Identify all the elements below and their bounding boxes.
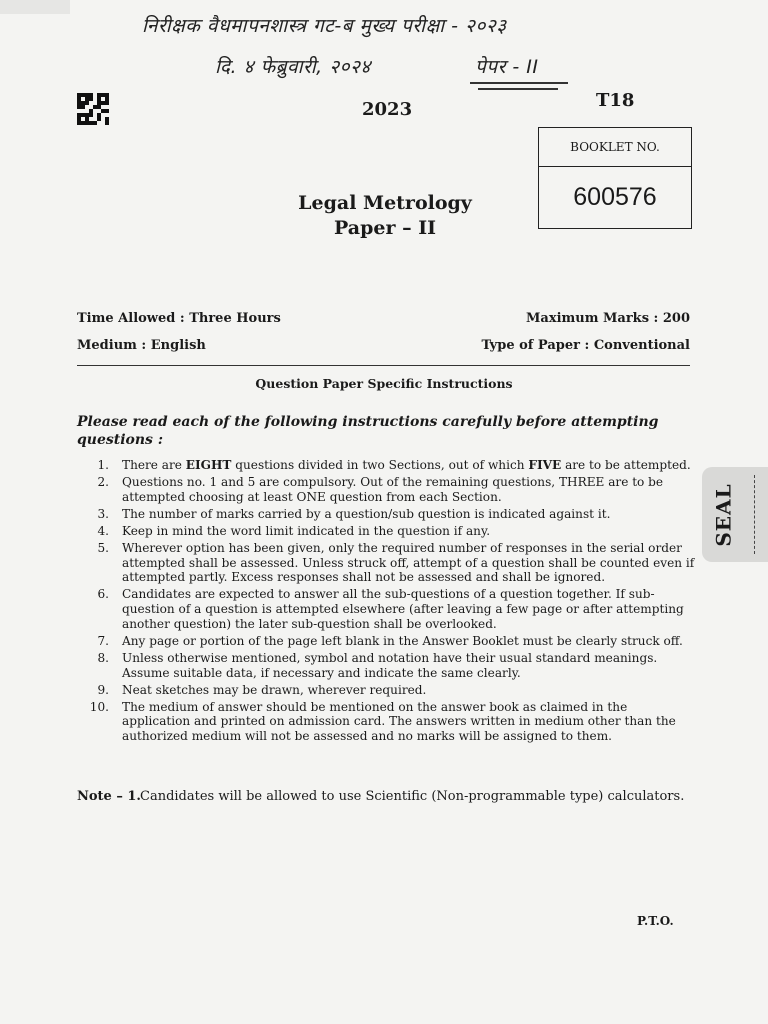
handwritten-underline-2 [478,88,558,90]
instruction-number: 8. [97,650,109,665]
instructions-list [85,458,697,746]
handwritten-exam-title: निरीक्षक वैधमापनशास्त्र गट-ब मुख्य परीक्षा - २०२३ [142,15,507,37]
booklet-number: 600576 [573,182,657,211]
type-of-paper: Type of Paper : Conventional [481,338,690,353]
exam-year: 2023 [362,99,413,120]
instruction-item [85,524,697,539]
booklet-number-box [538,127,692,229]
scan-corner-mark [0,0,70,14]
instruction-text: Questions no. 1 and 5 are compulsory. Out of the remaining questions, THREE are to be attempted choosing at least ONE question from each Section. [122,474,664,504]
instruction-number: 7. [97,633,109,648]
instruction-text: The number of marks carried by a question/sub question is indicated against it. [122,506,611,521]
seal-tab [702,467,768,562]
instruction-item [85,587,697,631]
instruction-text: Unless otherwise mentioned, symbol and notation have their usual standard meanings. Assume suitable data, if necessary and indicate the same clearly. [122,650,658,680]
instruction-text: Wherever option has been given, only the required number of responses in the serial order attempted shall be assessed. Unless struck off, attempt of a question shall be counted even if attempted partly. Excess responses shall not be assessed and shall be ignored. [122,540,695,585]
instruction-item [85,700,697,744]
instruction-text: Any page or portion of the page left blank in the Answer Booklet must be clearly struck off. [122,633,683,648]
instructions-heading: Question Paper Specific Instructions [255,376,513,391]
handwritten-exam-date: दि. ४ फेब्रुवारी, २०२४ [215,56,371,78]
instruction-text: Candidates are expected to answer all the sub-questions of a question together. If sub-question of a question is attempted elsewhere (after leaving a few page or after attempting another question) the later sub-question shall be overlooked. [122,587,684,631]
instruction-item [85,683,697,698]
instruction-number: 3. [97,506,109,521]
instruction-item [85,458,697,473]
please-read-note: Please read each of the following instructions carefully before attempting questions : [77,414,659,448]
instruction-number: 1. [97,458,109,472]
note-label: Note – 1. [77,789,141,804]
time-allowed: Time Allowed : Three Hours [77,311,281,326]
instruction-text: Keep in mind the word limit indicated in the question if any. [122,523,491,538]
instruction-number: 6. [97,587,109,602]
instruction-item [85,651,697,681]
divider [77,365,690,366]
handwritten-underline [470,82,568,84]
handwritten-paper-number: पेपर - II [475,56,539,78]
instruction-item [85,507,697,522]
instruction-text: Neat sketches may be drawn, wherever required. [122,682,427,697]
instruction-item [85,634,697,649]
paper-title: Paper – II [334,217,436,239]
instruction-text: There are EIGHT questions divided in two Sections, out of which FIVE are to be attempted. [122,458,691,472]
please-turn-over: P.T.O. [637,914,674,928]
qr-code-icon [77,93,109,125]
instruction-number: 9. [97,682,109,697]
note [77,789,697,805]
instruction-number: 4. [97,523,109,538]
booklet-label: BOOKLET NO. [539,128,691,167]
seal-dashed-line [754,475,755,554]
medium: Medium : English [77,338,206,353]
instruction-text: The medium of answer should be mentioned on the answer book as claimed in the application and printed on admission card. The answers written in medium other than the authorized medium will not be assessed and no marks will be assigned to them. [122,699,676,744]
instruction-item [85,541,697,585]
seal-label: SEAL [712,482,736,547]
paper-code: T18 [596,90,635,111]
subject-title: Legal Metrology [298,192,472,214]
maximum-marks: Maximum Marks : 200 [526,311,690,326]
instruction-item [85,475,697,505]
note-text: Candidates will be allowed to use Scientific (Non-programmable type) calculators. [140,789,685,804]
instruction-number: 2. [97,474,109,489]
instruction-number: 10. [89,699,109,714]
instruction-number: 5. [97,540,109,555]
